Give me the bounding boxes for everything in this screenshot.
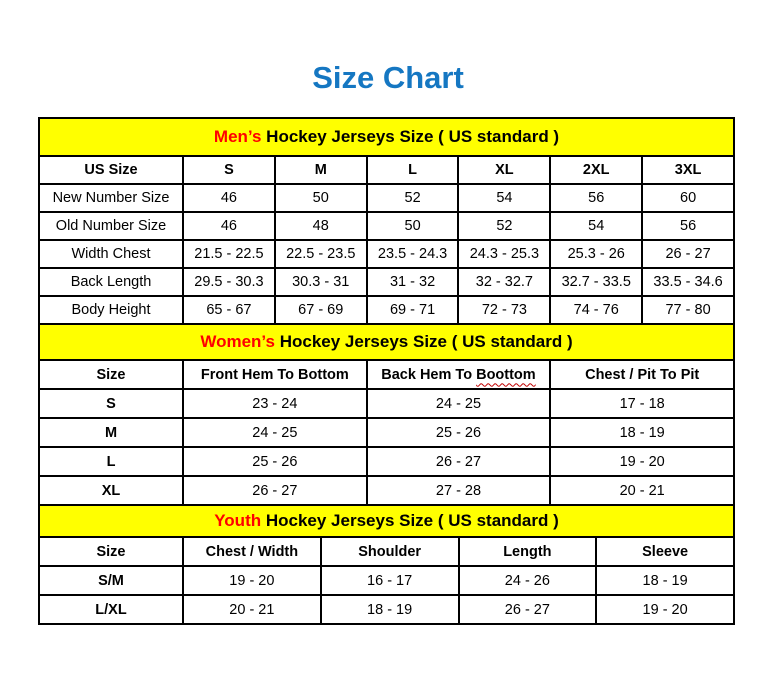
table-cell: 60 [642, 184, 734, 212]
table-cell: 74 - 76 [550, 296, 642, 324]
table-cell: 24 - 25 [367, 389, 551, 418]
table-cell: 77 - 80 [642, 296, 734, 324]
womens-section-band-row [39, 324, 734, 360]
youth-header-row [39, 537, 734, 566]
table-cell: 46 [183, 212, 275, 240]
table-row [39, 240, 734, 268]
table-cell: 23.5 - 24.3 [367, 240, 459, 268]
womens-section-header [39, 324, 734, 360]
table-cell: 22.5 - 23.5 [275, 240, 367, 268]
womens-section-highlight: Women’s [200, 332, 275, 351]
row-label: Old Number Size [39, 212, 183, 240]
youth-section-highlight: Youth [214, 511, 262, 530]
table-cell: 19 - 20 [550, 447, 734, 476]
size-chart [38, 117, 735, 625]
table-cell: 65 - 67 [183, 296, 275, 324]
table-row [39, 296, 734, 324]
table-cell: 26 - 27 [459, 595, 597, 624]
table-cell: 48 [275, 212, 367, 240]
table-row [39, 268, 734, 296]
table-cell: 67 - 69 [275, 296, 367, 324]
table-cell: 29.5 - 30.3 [183, 268, 275, 296]
table-row [39, 447, 734, 476]
table-cell: 33.5 - 34.6 [642, 268, 734, 296]
table-row [39, 418, 734, 447]
table-cell: 54 [550, 212, 642, 240]
table-cell: 26 - 27 [642, 240, 734, 268]
mens-header-row [39, 156, 734, 184]
womens-header-row [39, 360, 734, 389]
womens-size-table [38, 323, 735, 506]
column-header: 3XL [642, 156, 734, 184]
table-cell: 18 - 19 [596, 566, 734, 595]
column-header: XL [458, 156, 550, 184]
row-label: XL [39, 476, 183, 505]
row-label: Width Chest [39, 240, 183, 268]
table-cell: 54 [458, 184, 550, 212]
table-cell: 18 - 19 [321, 595, 459, 624]
table-cell: 32.7 - 33.5 [550, 268, 642, 296]
table-row [39, 595, 734, 624]
mens-section-band-row [39, 118, 734, 156]
column-header: L [367, 156, 459, 184]
column-header: Length [459, 537, 597, 566]
table-cell: 24 - 25 [183, 418, 367, 447]
youth-section-rest: Hockey Jerseys Size ( US standard ) [261, 511, 559, 530]
table-row [39, 389, 734, 418]
youth-section-band-row [39, 505, 734, 537]
table-cell: 32 - 32.7 [458, 268, 550, 296]
row-label: L/XL [39, 595, 183, 624]
youth-section-header [39, 505, 734, 537]
row-label: L [39, 447, 183, 476]
column-header: US Size [39, 156, 183, 184]
table-cell: 20 - 21 [183, 595, 321, 624]
row-label: Body Height [39, 296, 183, 324]
column-header: Size [39, 360, 183, 389]
table-cell: 25 - 26 [183, 447, 367, 476]
table-cell: 31 - 32 [367, 268, 459, 296]
column-header-back-hem [367, 360, 551, 389]
row-label: Back Length [39, 268, 183, 296]
table-row [39, 566, 734, 595]
table-cell: 46 [183, 184, 275, 212]
column-header: M [275, 156, 367, 184]
table-row [39, 184, 734, 212]
table-cell: 50 [275, 184, 367, 212]
column-header: Chest / Width [183, 537, 321, 566]
table-cell: 50 [367, 212, 459, 240]
back-hem-prefix: Back Hem To [381, 366, 477, 383]
youth-size-table [38, 504, 735, 625]
table-cell: 69 - 71 [367, 296, 459, 324]
table-cell: 21.5 - 22.5 [183, 240, 275, 268]
table-cell: 25.3 - 26 [550, 240, 642, 268]
table-cell: 25 - 26 [367, 418, 551, 447]
column-header: Size [39, 537, 183, 566]
table-cell: 26 - 27 [367, 447, 551, 476]
mens-section-header [39, 118, 734, 156]
mens-size-table [38, 117, 735, 325]
table-row [39, 476, 734, 505]
table-cell: 24 - 26 [459, 566, 597, 595]
table-cell: 23 - 24 [183, 389, 367, 418]
table-cell: 19 - 20 [596, 595, 734, 624]
womens-section-rest: Hockey Jerseys Size ( US standard ) [274, 332, 573, 351]
table-cell: 18 - 19 [550, 418, 734, 447]
table-cell: 56 [642, 212, 734, 240]
column-header: Shoulder [321, 537, 459, 566]
table-row [39, 212, 734, 240]
table-cell: 26 - 27 [183, 476, 367, 505]
column-header: S [183, 156, 275, 184]
mens-section-rest: Hockey Jerseys Size ( US standard ) [261, 127, 560, 146]
back-hem-misspelled-word: Boottom [476, 366, 536, 383]
table-cell: 16 - 17 [321, 566, 459, 595]
table-cell: 27 - 28 [367, 476, 551, 505]
table-cell: 20 - 21 [550, 476, 734, 505]
table-cell: 52 [367, 184, 459, 212]
column-header: 2XL [550, 156, 642, 184]
page-title: Size Chart [312, 60, 464, 95]
row-label: New Number Size [39, 184, 183, 212]
row-label: S [39, 389, 183, 418]
column-header: Sleeve [596, 537, 734, 566]
row-label: M [39, 418, 183, 447]
table-cell: 19 - 20 [183, 566, 321, 595]
table-cell: 30.3 - 31 [275, 268, 367, 296]
column-header: Front Hem To Bottom [183, 360, 367, 389]
table-cell: 56 [550, 184, 642, 212]
row-label: S/M [39, 566, 183, 595]
table-cell: 24.3 - 25.3 [458, 240, 550, 268]
mens-section-highlight: Men’s [213, 127, 262, 146]
table-cell: 72 - 73 [458, 296, 550, 324]
table-cell: 52 [458, 212, 550, 240]
table-cell: 17 - 18 [550, 389, 734, 418]
column-header: Chest / Pit To Pit [550, 360, 734, 389]
